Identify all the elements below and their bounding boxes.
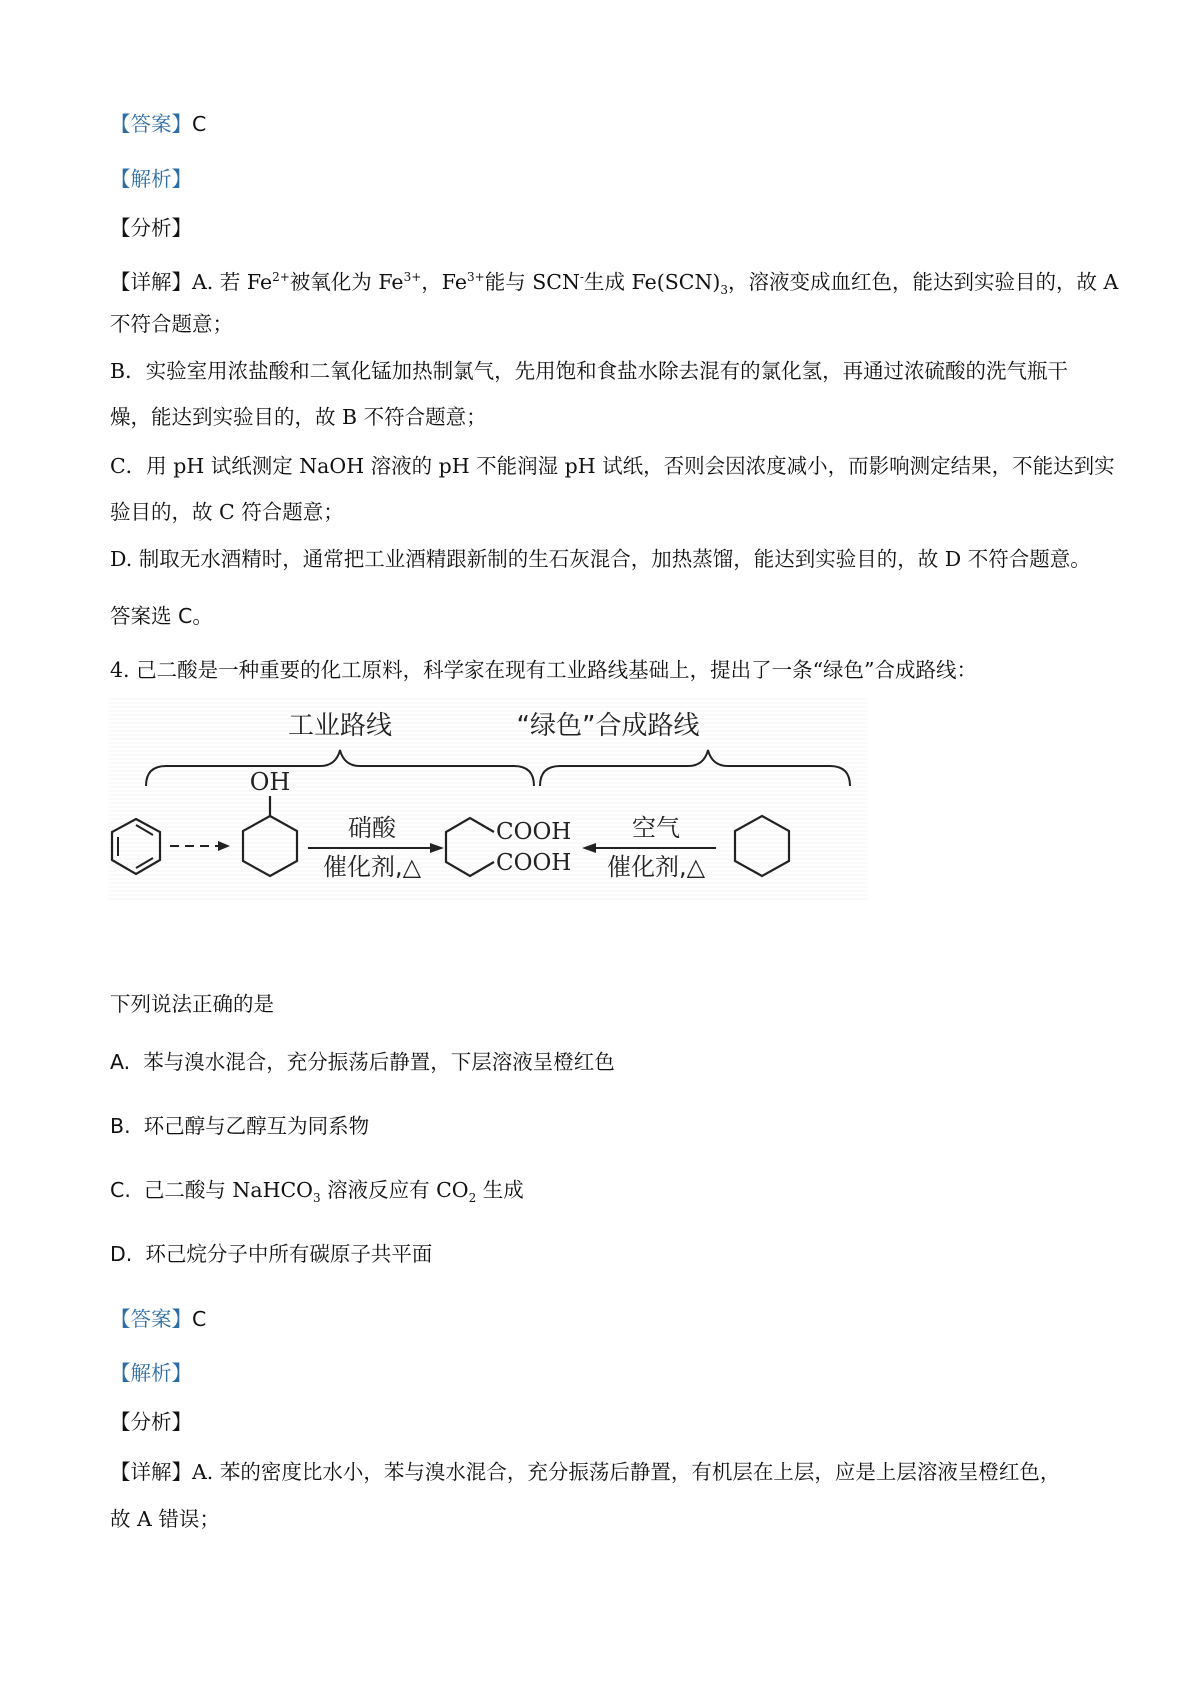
detail-text: ，Fe [421,270,468,294]
reagent2-bottom: 催化剂,△ [606,853,706,881]
benzene-ring [112,819,160,874]
detail-tag: 【详解】 [110,1460,192,1484]
q4-option-a [110,1048,1100,1076]
option-c-text: 己二酸与 NaHCO [143,1178,313,1202]
adipic-acid-structure [446,818,494,876]
option-b-label: B. [110,1114,131,1138]
q4-stem: 4. 己二酸是一种重要的化工原料，科学家在现有工业路线基础上，提出了一条“绿色”合成路线： [110,658,978,682]
q4-detail-line1 [110,1458,1100,1486]
oh-label: OH [249,768,291,796]
superscript: 3+ [467,270,485,284]
detail-text: 被氧化为 Fe [289,270,404,294]
green-brace [540,750,850,786]
fenxi-tag: 【分析】 [110,1410,192,1434]
q3-option-d-line: D. 制取无水酒精时，通常把工业酒精跟新制的生石灰混合，加热蒸馏，能达到实验目的，故 D 不符合题意。 [110,547,1091,571]
q3-detail-line-a [110,263,1119,304]
superscript: - [579,270,584,284]
analysis-tag: 【解析】 [110,167,192,191]
q3-option-b-line2: 燥，能达到实验目的，故 B 不符合题意； [110,405,487,429]
q4-answer-line [110,1305,1100,1333]
detail-text: ，溶液变成血红色，能达到实验目的，故 A [728,270,1119,294]
detail-text: A. 苯的密度比水小，苯与溴水混合，充分振荡后静置，有机层在上层，应是上层溶液呈橙红色， [192,1460,1061,1484]
superscript: 2+ [272,270,290,284]
industrial-route-label: 工业路线 [287,711,393,741]
q4-option-d [110,1240,1100,1268]
answer-tag: 【答案】 [110,1307,192,1331]
q3-option-b-line1: B．实验室用浓盐酸和二氧化锰加热制氯气，先用饱和食盐水除去混有的氯化氢，再通过浓硫酸的洗气瓶干 [110,359,1069,383]
detail-tag: 【详解】 [110,270,192,294]
answer-value: C [192,1307,207,1331]
q4-fenxi-tag [110,1408,1100,1436]
answer-value: C [192,112,207,136]
q4-option-b [110,1112,1100,1140]
superscript: 3+ [403,270,422,284]
detail-text: A. 若 Fe [192,270,273,294]
cyclohexanol-ring [243,796,297,876]
q4-prompt: 下列说法正确的是 [110,992,274,1016]
q4-detail-line2: 故 A 错误； [110,1507,220,1531]
detail-text: 生成 Fe(SCN) [583,270,721,294]
arrow-2-head [582,843,596,853]
q3-option-c-line2: 验目的，故 C 符合题意； [110,500,344,524]
option-c-text: 生成 [476,1178,524,1202]
option-a-text: 苯与溴水混合，充分振荡后静置，下层溶液呈橙红色 [143,1050,615,1074]
synthesis-route-diagram [108,698,868,900]
q3-detail-a-cont: 不符合题意； [110,312,233,336]
cooh-top: COOH [496,819,572,845]
option-d-text: 环己烷分子中所有碳原子共平面 [145,1242,433,1266]
subscript: 3 [312,1191,321,1205]
option-b-text: 环己醇与乙醇互为同系物 [143,1114,370,1138]
dashed-arrow-head [218,841,230,851]
route-svg [108,698,868,900]
q3-final-answer: 答案选 C。 [110,604,213,628]
option-d-label: D. [110,1242,133,1266]
detail-text: 能与 SCN [484,270,580,294]
reagent2-top: 空气 [632,814,680,842]
fenxi-tag: 【分析】 [110,216,192,240]
cyclohexane-ring [735,816,789,876]
analysis-tag: 【解析】 [110,1361,192,1385]
subscript: 3 [720,283,729,297]
q3-fenxi-tag [110,214,1100,242]
q3-analysis-tag [110,165,1100,193]
industrial-brace [146,750,534,786]
q4-option-c [110,1176,1100,1212]
arrow-1-head [430,843,444,853]
option-c-text: 溶液反应有 CO [320,1178,469,1202]
reagent1-bottom: 催化剂,△ [322,853,422,881]
q4-analysis-tag [110,1359,1100,1387]
reagent1-top: 硝酸 [348,814,396,842]
q3-answer-line [110,110,1100,138]
green-route-label: “绿色”合成路线 [516,711,700,741]
cooh-bottom: COOH [496,850,572,876]
answer-tag: 【答案】 [110,112,192,136]
q3-option-c-line1: C．用 pH 试纸测定 NaOH 溶液的 pH 不能润湿 pH 试纸，否则会因浓度减小，而影响测定结果，不能达到实 [110,454,1115,478]
option-a-label: A. [110,1050,131,1074]
option-c-label: C. [110,1178,131,1202]
subscript: 2 [468,1191,477,1205]
